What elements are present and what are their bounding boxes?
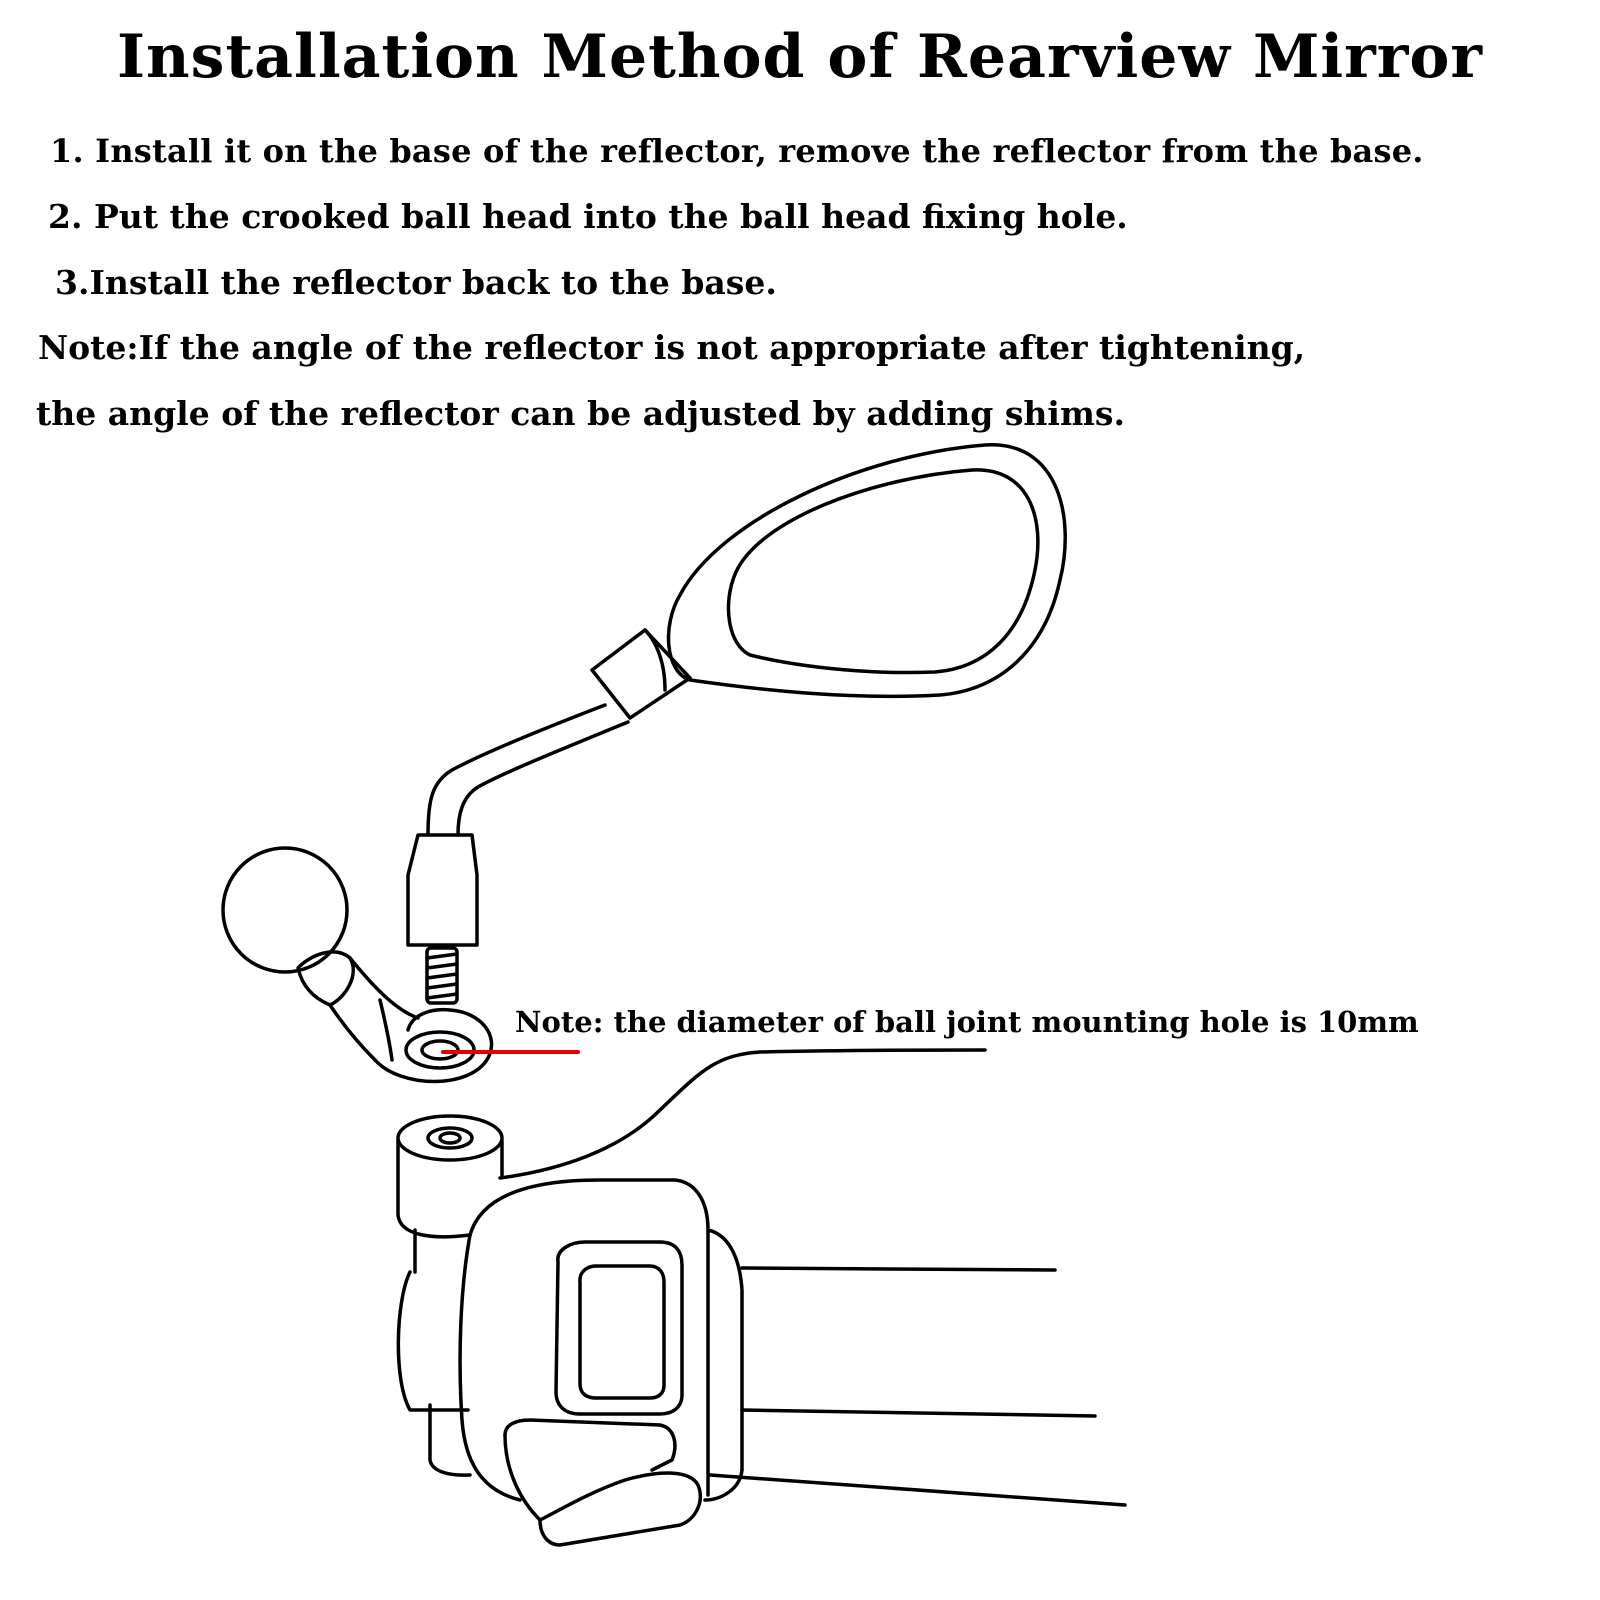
note-line-1: Note:If the angle of the reflector is not appropriate after tightening, [38, 328, 1306, 367]
mount-post [398, 1116, 502, 1272]
switch-housing [398, 1180, 742, 1545]
step-2-text: 2. Put the crooked ball head into the ball head fixing hole. [48, 197, 1128, 236]
page-title: Installation Method of Rearview Mirror [116, 22, 1484, 92]
handlebar-grip [710, 1268, 1125, 1505]
step-1-text: 1. Install it on the base of the reflector, remove the reflector from the base. [50, 132, 1424, 170]
callout-note: Note: the diameter of ball joint mounting hole is 10mm [515, 1005, 1419, 1039]
mirror-head [669, 445, 1066, 697]
note-line-2: the angle of the reflector can be adjusted by adding shims. [36, 394, 1125, 433]
step-3-text: 3.Install the reflector back to the base. [55, 263, 777, 302]
mirror-stem [408, 630, 690, 1003]
handlebar-cable [500, 1050, 985, 1178]
